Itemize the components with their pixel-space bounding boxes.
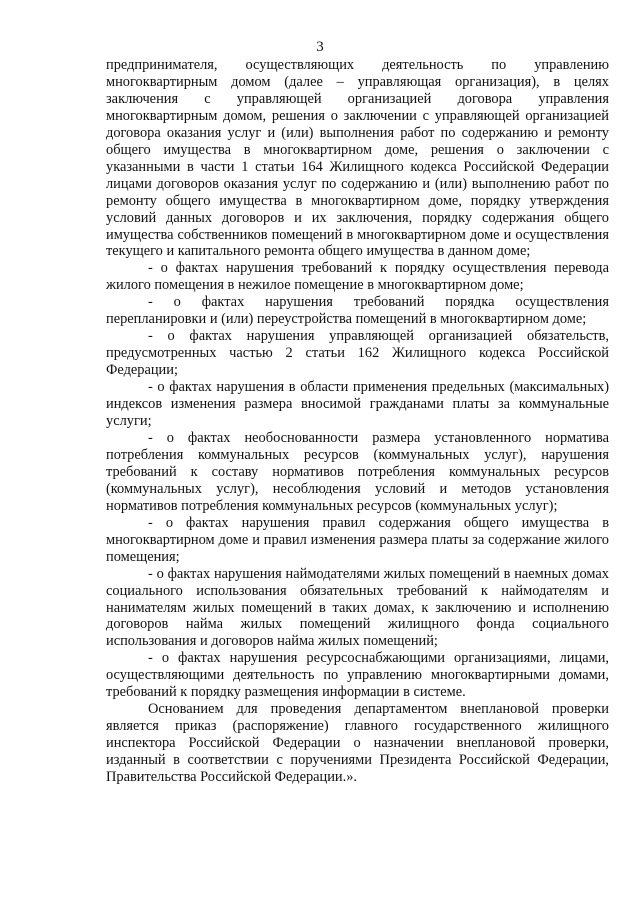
paragraph-closing: Основанием для проведения департаментом внеплановой проверки является приказ (распоряжение) главного государственного жилищного инспектора Российской Федерации о назначении внеплановой проверки, изданный в соответствии с поручениями Президента Российской Федерации, Правительства Российской Федерации.». [106, 701, 609, 786]
paragraph-list-item: - о фактах нарушения наймодателями жилых помещений в наемных домах социального использования обязательных требований к наймодателям и нанимателям жилых помещений в таких домах, к заключению и исполнению договоров найма жилых помещений жилищного фонда социального использования и договоров найма жилых помещений; [106, 565, 609, 650]
paragraph-continuation: предпринимателя, осуществляющих деятельность по управлению многоквартирным домом (далее – управляющая организация), в целях заключения с управляющей организацией договора управления многоквартирным домом, решения о заключении с управляющей организацией договора оказания услуг и (или) выполнения работ по содержанию и ремонту общего имущества в многоквартирном доме, решения о заключении с указанными в части 1 статьи 164 Жилищного кодекса Российской Федерации лицами договоров оказания услуг по содержанию и (или) выполнению работ по ремонту общего имущества в многоквартирном доме, порядку утверждения условий данных договоров и их заключения, порядку содержания общего имущества собственников помещений в многоквартирном доме и осуществления текущего и капитального ремонта общего имущества в данном доме; [106, 57, 609, 260]
document-body [106, 57, 609, 786]
paragraph-list-item: - о фактах нарушения управляющей организацией обязательств, предусмотренных частью 2 статьи 162 Жилищного кодекса Российской Федерации; [106, 328, 609, 379]
paragraph-list-item: - о фактах нарушения в области применения предельных (максимальных) индексов изменения размера вносимой гражданами платы за коммунальные услуги; [106, 379, 609, 430]
page-number: 3 [316, 39, 324, 55]
paragraph-list-item: - о фактах нарушения требований порядка осуществления перепланировки и (или) переустройства помещений в многоквартирном доме; [106, 294, 609, 328]
paragraph-list-item: - о фактах необоснованности размера установленного норматива потребления коммунальных ресурсов (коммунальных услуг), нарушения требований к составу нормативов потребления коммунальных ресурсов (коммунальных услуг), несоблюдения условий и методов установления нормативов потребления коммунальных ресурсов (коммунальных услуг); [106, 429, 609, 514]
paragraph-list-item: - о фактах нарушения ресурсоснабжающими организациями, лицами, осуществляющими деятельность по управлению многоквартирными домами, требований к порядку размещения информации в системе. [106, 650, 609, 701]
paragraph-list-item: - о фактах нарушения правил содержания общего имущества в многоквартирном доме и правил изменения размера платы за содержание жилого помещения; [106, 514, 609, 565]
paragraph-list-item: - о фактах нарушения требований к порядку осуществления перевода жилого помещения в нежилое помещение в многоквартирном доме; [106, 260, 609, 294]
